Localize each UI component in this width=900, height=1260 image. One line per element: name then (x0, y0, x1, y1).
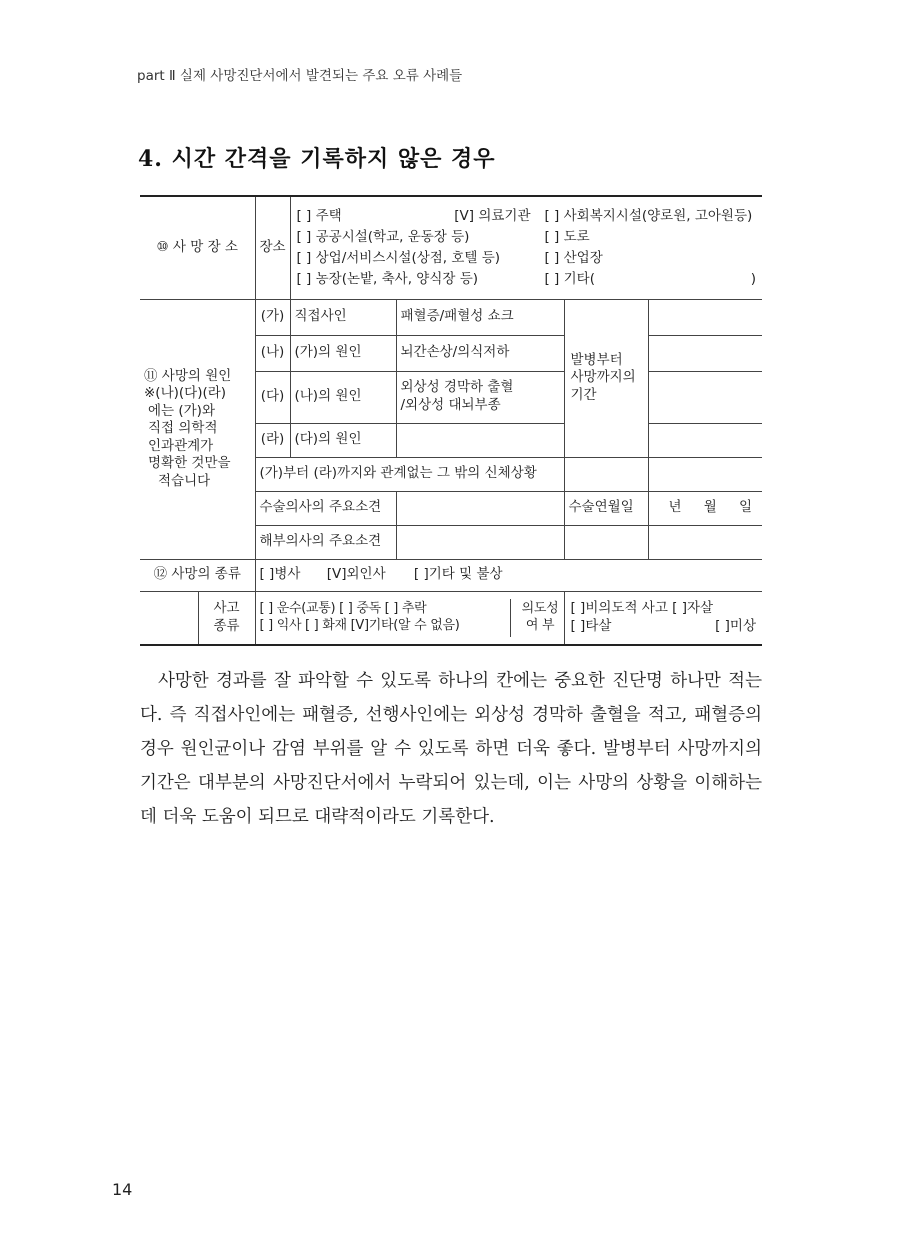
other-conditions-label: (가)부터 (라)까지와 관계없는 그 밖의 신체상황 (255, 457, 564, 491)
surgery-date-value[interactable] (648, 491, 762, 525)
autopsy-opinion-value[interactable] (396, 525, 564, 559)
autopsy-extra-2 (648, 525, 762, 559)
interval-value-d[interactable] (648, 423, 762, 457)
accident-label-line: 사고 (213, 600, 240, 617)
place-option-home[interactable]: [ ] 주택 (296, 207, 342, 224)
autopsy-opinion-label: 해부의사의 주요소견 (255, 525, 396, 559)
intent-label-line: 여 부 (525, 617, 555, 633)
interval-label-line: 발병부터 (570, 351, 623, 368)
cause-of-death-label (140, 299, 255, 559)
intent-label-line: 의도성 (521, 600, 559, 616)
accident-label-line: 종류 (213, 617, 240, 634)
cause-value-b[interactable]: 뇌간손상/의식저하 (396, 335, 564, 371)
cause-label-line: 명확한 것만을 (148, 455, 231, 472)
surgery-month: 월 (703, 499, 717, 516)
intent-options (564, 591, 762, 645)
page-number: 14 (112, 1180, 133, 1199)
cause-mark-b: (나) (255, 335, 290, 371)
accident-kind-line[interactable]: [ ] 운수(교통) [ ] 중독 [ ] 추락 (259, 600, 427, 616)
place-option-medical[interactable]: [V] 의료기관 (454, 207, 531, 224)
cause-name-c: (나)의 원인 (290, 371, 396, 423)
cause-mark-c: (다) (255, 371, 290, 423)
death-type-disease[interactable]: [ ]병사 (259, 566, 301, 583)
cause-label-line: 에는 (가)와 (148, 402, 215, 419)
intent-option-line[interactable]: [ ]비의도적 사고 [ ]자살 (570, 600, 714, 617)
surgery-opinion-label: 수술의사의 주요소견 (255, 491, 396, 525)
cause-name-d: (다)의 원인 (290, 423, 396, 457)
cause-value-d[interactable] (396, 423, 564, 457)
section-title: 4. 시간 간격을 기록하지 않은 경우 (138, 146, 496, 172)
place-sublabel: 장소 (255, 196, 290, 299)
cause-label-line: 인과관계가 (148, 437, 214, 454)
accident-label (198, 591, 255, 645)
death-type-external[interactable]: [V]외인사 (326, 566, 386, 583)
interval-label-line: 사망까지의 (570, 369, 636, 386)
cause-label-line: ⑪ 사망의 원인 (144, 367, 232, 384)
intent-option-homicide[interactable]: [ ]타살 (570, 617, 612, 634)
cause-mark-d: (라) (255, 423, 290, 457)
running-head: part Ⅱ 실제 사망진단서에서 발견되는 주요 오류 사례들 (137, 68, 463, 84)
place-option-industrial[interactable]: [ ] 산업장 (544, 249, 603, 266)
place-options (290, 196, 762, 299)
place-option-other[interactable]: [ ] 기타( (544, 270, 595, 287)
place-of-death-label: ⑩ 사 망 장 소 (140, 196, 255, 299)
cause-value-c-line: /외상성 대뇌부종 (400, 397, 501, 413)
cause-label-line: ※(나)(다)(라) (144, 385, 227, 402)
cause-label-line: 직접 의학적 (148, 420, 218, 437)
cause-name-b: (가)의 원인 (290, 335, 396, 371)
cause-value-c-line: 외상성 경막하 출혈 (400, 379, 514, 396)
place-option-public[interactable]: [ ] 공공시설(학교, 운동장 등) (296, 228, 470, 245)
body-paragraph: 사망한 경과를 잘 파악할 수 있도록 하나의 칸에는 중요한 진단명 하나만 적는다. 즉 직접사인에는 패혈증, 선행사인에는 외상성 경막하 출혈을 적고, 패혈증의 경우 원인균이나 감염 부위를 알 수 있도록 하면 더욱 좋다. 발병부터 사망까지의 기간은 대부분의 사망진단서에서 누락되어 있는데, 이는 사망의 상황을 이해하는데 더욱 도움이 되므로 대략적이라도 기록한다. (140, 671, 762, 827)
death-type-label: ⑫ 사망의 종류 (140, 559, 255, 591)
other-conditions-value[interactable] (648, 457, 762, 491)
surgery-year: 년 (668, 499, 682, 516)
place-option-commercial[interactable]: [ ] 상업/서비스시설(상점, 호텔 등) (296, 249, 501, 266)
interval-value-b[interactable] (648, 335, 762, 371)
place-option-road[interactable]: [ ] 도로 (544, 228, 590, 245)
autopsy-extra-1 (564, 525, 648, 559)
cause-name-a: 직접사인 (290, 299, 396, 335)
intent-option-unknown[interactable]: [ ]미상 (715, 617, 757, 634)
cause-value-a[interactable]: 패혈증/패혈성 쇼크 (396, 299, 564, 335)
accident-kind (255, 591, 564, 645)
death-certificate-form (140, 195, 762, 646)
accident-blank (140, 591, 198, 645)
surgery-opinion-value[interactable] (396, 491, 564, 525)
cause-value-c[interactable] (396, 371, 564, 423)
death-type-other[interactable]: [ ]기타 및 불상 (413, 566, 503, 583)
accident-kind-line[interactable]: [ ] 익사 [ ] 화재 [V]기타(알 수 없음) (259, 617, 460, 633)
cause-label-line: 적습니다 (158, 472, 211, 489)
place-option-other-close: ) (750, 270, 757, 287)
interval-label-line: 기간 (570, 386, 597, 403)
interval-value-c[interactable] (648, 371, 762, 423)
place-option-farm[interactable]: [ ] 농장(논밭, 축사, 양식장 등) (296, 270, 479, 287)
other-conditions-interval[interactable] (564, 457, 648, 491)
surgery-day: 일 (738, 499, 753, 516)
interval-label (564, 299, 648, 457)
cause-mark-a: (가) (255, 299, 290, 335)
place-option-welfare[interactable]: [ ] 사회복지시설(양로원, 고아원등) (544, 207, 753, 224)
intent-label (510, 599, 564, 637)
death-type-options (255, 559, 762, 591)
interval-value-a[interactable] (648, 299, 762, 335)
surgery-date-label: 수술연월일 (564, 491, 648, 525)
